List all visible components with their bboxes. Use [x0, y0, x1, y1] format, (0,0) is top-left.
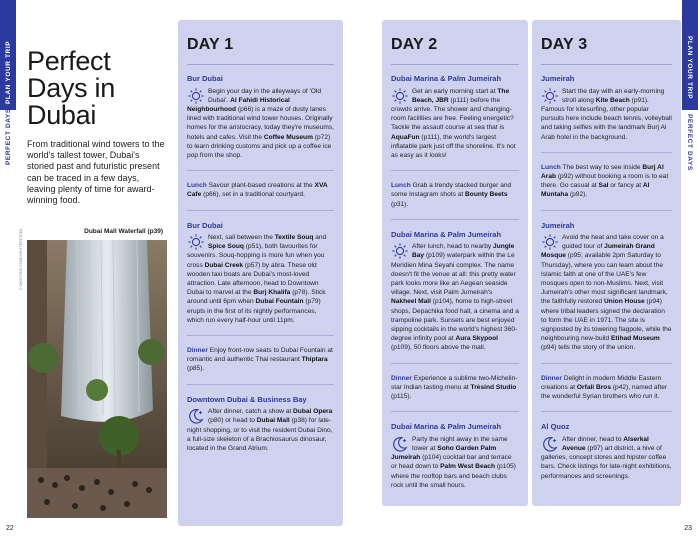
waterfall-illustration	[27, 240, 167, 518]
body-text-run: Get an early morning start at	[412, 87, 498, 95]
body-text-run: (p91). Famous for kitesurfing, other popular pursuits here include beach tennis, volleyball and taking selfies with the landmark Burj Al Arab hotel in the background.	[541, 96, 672, 141]
body-text-run: After dinner, head to	[562, 435, 624, 443]
meal-label: Lunch	[391, 182, 411, 190]
page-number-right: 23	[684, 525, 692, 532]
body-text-run: (p42), named after the wonderful Syrian brothers who run it.	[541, 383, 668, 401]
venue-name: AquaFun	[391, 133, 420, 141]
section-body	[541, 233, 672, 353]
body-text-run: After dinner, catch a show at	[208, 408, 294, 416]
venue-name: Spice Souq	[208, 243, 244, 251]
body-text-run: The best way to see inside	[560, 163, 643, 171]
venue-name: Nakheel Mall	[391, 298, 431, 306]
meal-label: Dinner	[187, 347, 208, 355]
body-text-run: (p111) before the crowds arrive. The shower and changing-room facilities are free. Feeling energetic? Tackle the assault course at sea that is	[391, 96, 514, 132]
photo-caption: Dubai Mall Waterfall (p39)	[84, 228, 163, 235]
section-body	[187, 87, 334, 161]
body-text-run: (p31).	[391, 200, 409, 208]
body-text-run: (p115).	[391, 393, 412, 401]
section-heading: Downtown Dubai & Business Bay	[187, 394, 307, 404]
body-text-run: Next, sail between the	[208, 234, 275, 242]
section-heading: Dubai Marina & Palm Jumeirah	[391, 74, 502, 83]
meal-section	[187, 181, 334, 210]
body-text-run: Delight in modern Middle Eastern creations at	[541, 374, 662, 391]
body-text-run: and	[313, 234, 327, 242]
intro-column	[27, 48, 167, 206]
itinerary-section	[187, 221, 334, 337]
moon-icon	[187, 407, 205, 425]
side-tab-label-perfect: PERFECT DAYS	[686, 114, 693, 171]
body-text-run: (p105) where the rooftop bars and beach clubs rock until the small hours.	[391, 463, 516, 489]
venue-name: Trèsind Studio	[470, 383, 517, 391]
venue-name: Jumeirah Grand Mosque	[541, 243, 655, 260]
section-body	[391, 435, 519, 490]
body-text-run: Experience a sublime two-Michelin-star Indian tasting menu at	[391, 374, 518, 391]
section-body	[541, 163, 672, 200]
venue-name: Textile Souq	[274, 234, 314, 242]
body-text-run: (p104), home to high-street shops, Depachika food hall, a cinema and a trampoline park. Sunsets are best enjoyed sipping cocktails in the world's highest 360-degree infinity pool at	[391, 298, 519, 343]
section-body	[391, 242, 519, 352]
section-body	[391, 87, 519, 161]
sun-icon	[187, 87, 205, 105]
body-text-run: After lunch, head to nearby	[412, 243, 494, 251]
sun-icon	[541, 233, 559, 251]
page-number-left: 22	[6, 525, 14, 532]
sun-icon	[391, 242, 409, 260]
itinerary-section	[391, 230, 519, 364]
body-text-run: (p51), both favourites for souvenirs. Souq-hopping is more fun when you cross	[187, 243, 325, 269]
section-body	[187, 346, 334, 374]
section-body	[541, 435, 672, 481]
body-text-run: Avoid the heat and take cover on a guided tour of	[562, 234, 664, 251]
body-text-run: Grab a trendy stacked burger and some Instagram shots at	[391, 182, 512, 199]
meal-label: Dinner	[391, 374, 412, 382]
venue-name: The Beach, JBR	[412, 87, 510, 104]
side-tab-label-plan: PLAN YOUR TRIP	[686, 36, 693, 100]
body-text-run: (p92) without booking a room is to eat there. Go casual at	[541, 172, 669, 190]
venue-name: Union House	[604, 298, 645, 306]
body-text-run: Begin your day in the alleyways of 'Old Dubai'.	[208, 87, 322, 104]
section-heading: Al Quoz	[541, 422, 570, 432]
body-text-run: Start the day with an early-morning stroll along	[562, 87, 665, 104]
itinerary-section	[391, 74, 519, 171]
body-text-run: (p79) erupts in the first of its nightly performances, which run every half-hour until 11pm.	[187, 298, 321, 324]
day-title: DAY 1	[187, 20, 334, 65]
body-text-run: (p66), set in a traditional courtyard.	[201, 191, 306, 199]
venue-name: Soho Garden Palm Jumeirah	[391, 444, 497, 462]
itinerary-section	[541, 221, 672, 364]
meal-label: Lunch	[541, 163, 561, 171]
body-text-run: (p38) for late-night shopping, or to visit the resident Dubai Dino, a full-size skeleton of a Brachiosaurus dinosaur, located in the Grand Atrium.	[187, 417, 333, 452]
right-side-tab	[682, 0, 698, 538]
day-card-3	[532, 20, 681, 506]
side-tab-label-perfect: PERFECT DAYS	[5, 108, 12, 165]
venue-name: Palm West Beach	[440, 463, 495, 471]
photo-credit: © SHOOTING STAR/SHUTTERSTOCK	[19, 228, 23, 290]
body-text-run: (p94) where tribal leaders signed the declaration to form the UAE in 1971. The site is signposted by its towering flagpole, while the neighbouring new-build	[541, 298, 672, 343]
itinerary-section	[187, 74, 334, 171]
meal-section	[541, 374, 672, 413]
day-card-2	[382, 20, 528, 506]
section-heading: Dubai Marina & Palm Jumeirah	[391, 422, 502, 432]
section-body	[391, 374, 519, 402]
venue-name: Aura Skypool	[455, 335, 499, 343]
section-heading: Bur Dubai	[187, 74, 223, 83]
sun-icon	[187, 233, 205, 251]
venue-name: Coffee Museum	[263, 133, 313, 141]
meal-section	[187, 346, 334, 385]
venue-name: Jungle Bay	[412, 243, 515, 260]
venue-name: Bounty Beets	[465, 191, 508, 199]
meal-label: Dinner	[541, 374, 562, 382]
venue-name: Orfali Bros	[576, 383, 611, 391]
side-tab-label-plan: PLAN YOUR TRIP	[5, 40, 12, 104]
body-text-run: (p85).	[187, 365, 205, 373]
venue-name: Burj Al Arab	[541, 163, 664, 180]
venue-name: Dubai Mall	[256, 417, 290, 425]
body-text-run: (p66) is a maze of dusty lanes lined with traditional wind tower houses. Originally homes for the aristocracy, today they're museums, hotels and cafes. Visit the	[187, 105, 334, 141]
day-title: DAY 2	[391, 20, 519, 65]
body-text-run: (p97) art district, a hive of galleries, concept stores and hipster coffee bars. Check listings for late-night exhibitions, performances and screenings.	[541, 444, 672, 480]
section-heading: Jumeirah	[541, 220, 575, 230]
venue-name: Kite Beach	[595, 96, 630, 104]
sun-icon	[541, 87, 559, 105]
left-side-tab	[0, 0, 16, 538]
itinerary-section	[187, 395, 334, 464]
intro-text: From traditional wind towers to the world's tallest tower, Dubai's storied past and futuristic present can be traced in a few days, leaving plenty of time for award-winning food.	[27, 139, 165, 206]
itinerary-section	[541, 74, 672, 153]
section-body	[187, 407, 334, 453]
body-text-run: or fancy at	[608, 182, 643, 190]
body-text-run: (p104) cocktail bar and terrace or head down to	[391, 454, 512, 471]
body-text-run: (p95; available 2pm Saturday to Thursday), where you can learn about the Islamic faith at one of the UAE's few mosques open to non-Muslims. Next, visit Jumeirah's other most significant landmark, the faithfully restored	[541, 252, 668, 306]
body-text-run: (p92).	[568, 191, 588, 199]
body-text-run: Party the night away in the same tower at	[412, 435, 508, 452]
body-text-run: (p109), 50 floors above the mall.	[391, 344, 486, 352]
moon-icon	[541, 435, 559, 453]
venue-name: Burj Khalifa	[253, 289, 291, 297]
meal-section	[391, 374, 519, 413]
venue-name: Alserkal Avenue	[562, 435, 649, 452]
body-text-run: (p57) by abra. These old wooden taxi boats are Dubai's most-loved attraction. Late afternoon, head to Downtown Dubai to marvel at the	[187, 261, 319, 297]
venue-name: Dubai Opera	[293, 408, 333, 416]
section-body	[541, 87, 672, 142]
venue-name: Sal	[598, 182, 609, 190]
page-title: Perfect Days in Dubai	[27, 46, 115, 130]
venue-name: Al Muntaha	[541, 182, 650, 199]
meal-label: Lunch	[187, 182, 207, 190]
venue-name: Dubai Fountain	[255, 298, 304, 306]
venue-name: XVA Cafe	[187, 182, 328, 199]
body-text-run: (p80) or head to	[208, 417, 257, 425]
meal-section	[391, 181, 519, 220]
venue-name: Thiptara	[301, 356, 328, 364]
section-body	[187, 233, 334, 325]
venue-name: Al Fahidi Historical Neighbourhood	[187, 96, 290, 113]
venue-name: Dubai Creek	[204, 261, 244, 269]
body-text-run: Savour plant-based creations at the	[206, 182, 315, 190]
moon-icon	[391, 435, 409, 453]
body-text-run: (p94) tells the story of the union.	[541, 344, 636, 352]
section-body	[391, 181, 519, 209]
section-body	[541, 374, 672, 402]
meal-section	[541, 163, 672, 211]
body-text-run: Enjoy front-row seats to Dubai Fountain at romantic and authentic Thai restaurant	[187, 347, 333, 364]
day-title: DAY 3	[541, 20, 672, 65]
section-heading: Dubai Marina & Palm Jumeirah	[391, 229, 502, 239]
itinerary-section	[541, 422, 672, 491]
venue-name: Etihad Museum	[611, 335, 660, 343]
section-body	[187, 181, 334, 199]
section-heading: Bur Dubai	[187, 220, 223, 230]
body-text-run: (p109) waterpark within the Le Meridien Mina Seyahi complex. The name doesn't fit the venue at all: this pretty water park looks more like an Aegean seaside village. Next, visit Palm Jumeirah's	[391, 252, 516, 297]
sun-icon	[391, 87, 409, 105]
body-text-run: (p111), the world's largest inflatable park just off the shoreline. It's not as easy as it looks!	[391, 133, 516, 159]
section-heading: Jumeirah	[541, 74, 575, 83]
day-card-1	[178, 20, 343, 526]
body-text-run: (p78). Stick around until 6pm when	[187, 289, 326, 306]
waterfall-photo	[27, 240, 167, 518]
itinerary-section	[391, 422, 519, 500]
body-text-run: (p72) to learn drinking customs and pick up a coffee ice pop from the shop.	[187, 133, 332, 159]
